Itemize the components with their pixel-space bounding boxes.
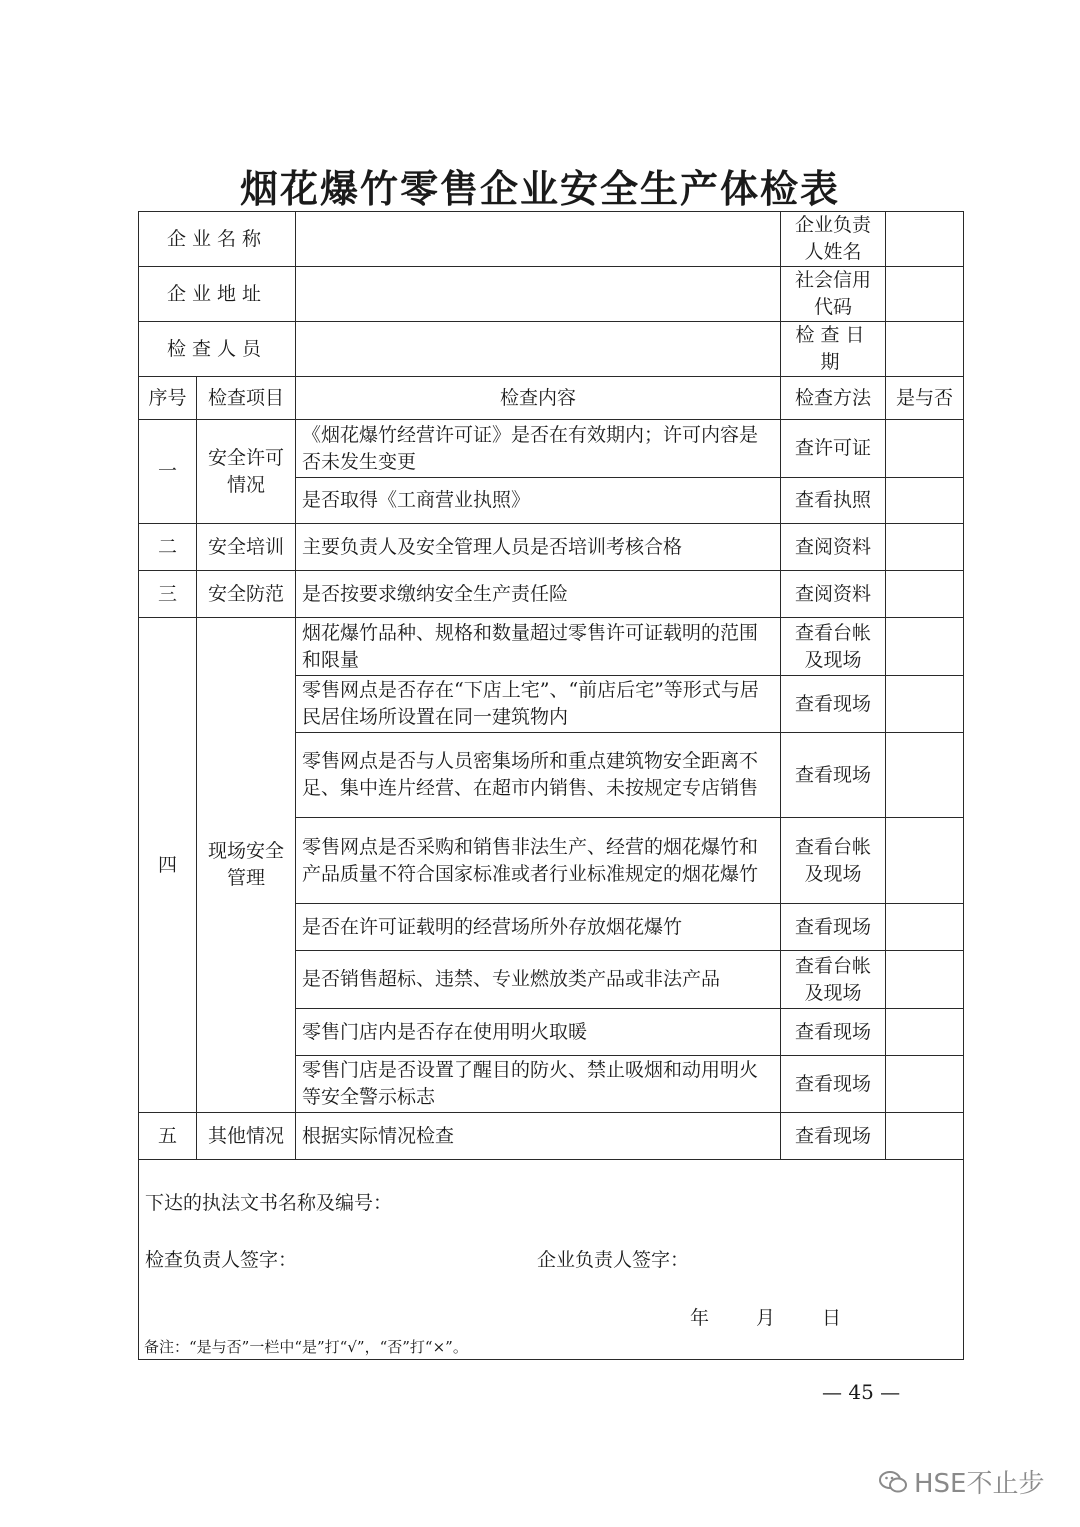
- result-cell[interactable]: [886, 420, 964, 478]
- check-method: 查看现场: [781, 733, 886, 818]
- check-method: 查阅资料: [781, 571, 886, 618]
- check-content: 烟花爆竹品种、规格和数量超过零售许可证载明的范围和限量: [296, 618, 781, 676]
- section-no: 一: [139, 420, 197, 524]
- inspector-sign-label: 检查负责人签字：: [145, 1249, 298, 1271]
- section-no: 三: [139, 571, 197, 618]
- check-method: 查看台帐及现场: [781, 951, 886, 1009]
- credit-code-field[interactable]: [886, 267, 964, 322]
- check-method: 查看现场: [781, 676, 886, 733]
- check-content: 《烟花爆竹经营许可证》是否在有效期内；许可内容是否未发生变更: [296, 420, 781, 478]
- column-item: 检查项目: [197, 377, 296, 420]
- check-content: 是否取得《工商营业执照》: [296, 478, 781, 524]
- date-label: 检查日期: [781, 322, 886, 377]
- check-method: 查许可证: [781, 420, 886, 478]
- check-content: 根据实际情况检查: [296, 1113, 781, 1160]
- remark-note: 备注：“是与否”一栏中“是”打“√”，“否”打“×”。: [144, 1338, 468, 1356]
- company-name-label: 企业名称: [139, 212, 296, 267]
- inspection-table: [138, 211, 964, 1360]
- check-method: 查看台帐及现场: [781, 618, 886, 676]
- column-result: 是与否: [886, 377, 964, 420]
- table-row: [139, 420, 964, 478]
- column-method: 检查方法: [781, 377, 886, 420]
- section-no: 四: [139, 618, 197, 1113]
- table-row: [139, 618, 964, 676]
- date-day: 日: [822, 1307, 842, 1329]
- check-method: 查阅资料: [781, 524, 886, 571]
- result-cell[interactable]: [886, 478, 964, 524]
- page-title: 烟花爆竹零售企业安全生产体检表: [239, 167, 840, 211]
- header-row-inspector: [139, 322, 964, 377]
- section-no: 五: [139, 1113, 197, 1160]
- check-method: 查看现场: [781, 1056, 886, 1113]
- column-content: 检查内容: [296, 377, 781, 420]
- result-cell[interactable]: [886, 618, 964, 676]
- owner-name-field[interactable]: [886, 212, 964, 267]
- credit-code-label: 社会信用代码: [781, 267, 886, 322]
- section-item: 安全培训: [197, 524, 296, 571]
- section-item: 其他情况: [197, 1113, 296, 1160]
- owner-name-label: 企业负责人姓名: [781, 212, 886, 267]
- company-name-field[interactable]: [296, 212, 781, 267]
- table-row: [139, 524, 964, 571]
- column-no: 序号: [139, 377, 197, 420]
- result-cell[interactable]: [886, 571, 964, 618]
- signature-cell: [139, 1160, 964, 1360]
- inspector-field[interactable]: [296, 322, 781, 377]
- check-content: 零售门店内是否存在使用明火取暖: [296, 1009, 781, 1056]
- date-month: 月: [756, 1307, 776, 1329]
- check-method: 查看现场: [781, 1009, 886, 1056]
- check-method: 查看现场: [781, 1113, 886, 1160]
- date-field[interactable]: [886, 322, 964, 377]
- header-row-address: [139, 267, 964, 322]
- result-cell[interactable]: [886, 1113, 964, 1160]
- section-no: 二: [139, 524, 197, 571]
- check-content: 主要负责人及安全管理人员是否培训考核合格: [296, 524, 781, 571]
- address-field[interactable]: [296, 267, 781, 322]
- section-item: 现场安全管理: [197, 618, 296, 1113]
- wechat-icon: [878, 1469, 908, 1495]
- result-cell[interactable]: [886, 1009, 964, 1056]
- table-row: [139, 571, 964, 618]
- table-row: [139, 1113, 964, 1160]
- check-method: 查看执照: [781, 478, 886, 524]
- result-cell[interactable]: [886, 818, 964, 904]
- result-cell[interactable]: [886, 676, 964, 733]
- result-cell[interactable]: [886, 904, 964, 951]
- watermark-text: HSE不止步: [914, 1469, 1045, 1499]
- signature-block: [139, 1160, 964, 1360]
- check-content: 零售门店是否设置了醒目的防火、禁止吸烟和动用明火等安全警示标志: [296, 1056, 781, 1113]
- watermark: [878, 1463, 1044, 1500]
- company-sign-label: 企业负责人签字：: [537, 1249, 690, 1271]
- result-cell[interactable]: [886, 733, 964, 818]
- check-method: 查看现场: [781, 904, 886, 951]
- check-content: 零售网点是否存在“下店上宅”、“前店后宅”等形式与居民居住场所设置在同一建筑物内: [296, 676, 781, 733]
- result-cell[interactable]: [886, 524, 964, 571]
- inspector-label: 检查人员: [139, 322, 296, 377]
- date-year: 年: [690, 1307, 710, 1329]
- address-label: 企业地址: [139, 267, 296, 322]
- page-number: — 45 —: [822, 1380, 901, 1404]
- check-content: 零售网点是否与人员密集场所和重点建筑物安全距离不足、集中连片经营、在超市内销售、未按规定专店销售: [296, 733, 781, 818]
- check-content: 是否销售超标、违禁、专业燃放类产品或非法产品: [296, 951, 781, 1009]
- column-header-row: [139, 377, 964, 420]
- documents-label: 下达的执法文书名称及编号：: [145, 1192, 393, 1214]
- result-cell[interactable]: [886, 1056, 964, 1113]
- check-content: 是否在许可证载明的经营场所外存放烟花爆竹: [296, 904, 781, 951]
- check-content: 是否按要求缴纳安全生产责任险: [296, 571, 781, 618]
- header-row-company: [139, 212, 964, 267]
- check-content: 零售网点是否采购和销售非法生产、经营的烟花爆竹和产品质量不符合国家标准或者行业标准规定的烟花爆竹: [296, 818, 781, 904]
- section-item: 安全许可情况: [197, 420, 296, 524]
- result-cell[interactable]: [886, 951, 964, 1009]
- section-item: 安全防范: [197, 571, 296, 618]
- check-method: 查看台帐及现场: [781, 818, 886, 904]
